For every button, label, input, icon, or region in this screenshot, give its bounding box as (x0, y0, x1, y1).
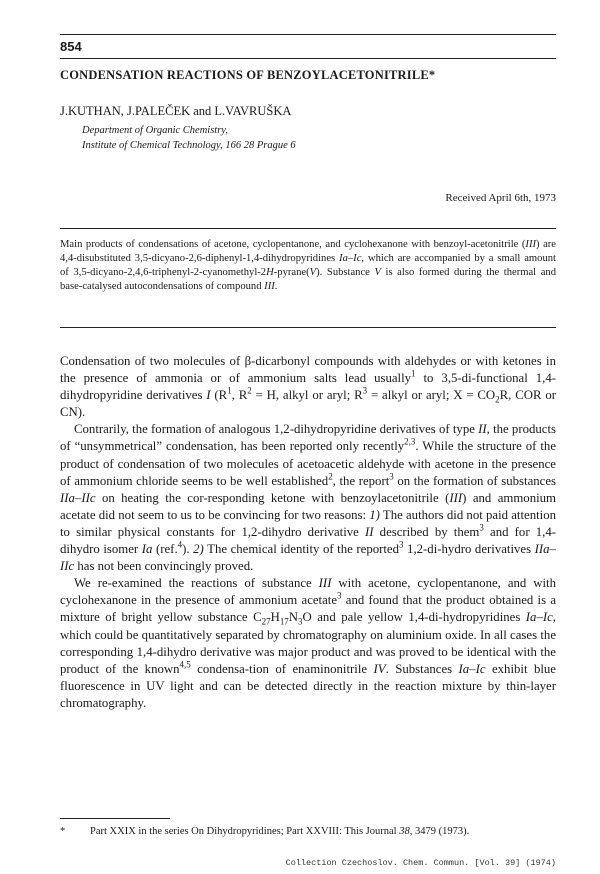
footnote-mark: * (60, 826, 66, 837)
paragraph-1: Condensation of two molecules of β-dicarbonyl compounds with aldehydes or with ketones in the presence of ammonia or of ammonium salts lead usually$^1$ to 3,5-di-functional 1,4-dihydropyridine derivatives I ($R^1$, $R^2 = H$, alkyl or aryl; $R^3$ = alkyl or aryl; $X = CO_2R$, COR or CN). (60, 354, 557, 420)
paragraph-3: We re-examined the reactions of substance III with acetone, cyclopentanone, and with cyclohexanone in the presence of ammonium acetate$^3$ and found that the product obtained is a mixture of bright yellow substance $C_{27}H_{17}N_3O$ and pale yellow 1,4-di-hydropyridines Ia–Ic, which could be quantitatively separated by chromatography on aluminium oxide. In all cases the corresponding 1,4-dihydro derivative was major product and was proved to be identical with the product of the known$^{4,5}$ condensa-tion of enaminonitrile IV. Substances Ia–Ic exhibit blue fluorescence in UV light and can be detected directly in the reaction mixture by thin-layer chromatography. (60, 576, 557, 710)
paper-page (60, 0, 556, 874)
page-number: 854 (60, 39, 82, 54)
header-rule (60, 58, 556, 59)
paragraph-2: Contrarily, the formation of analogous 1,2-dihydropyridine derivatives of type II, the products of “unsymmetrical” condensation, has been reported only recently$^{2,3}$. While the structure of the product of condensation of two molecules of acetoacetic aldehyde with acetone in the presence of ammonium chloride seems to be well established$^2$, the report$^3$ on the formation of substances IIa–IIc on heating the cor-responding ketone with benzoylacetonitrile (III) and ammonium acetate did not seem to us to be convincing for two reasons: 1) The authors did not paid attention to similar physical constants for 1,2-dihydro derivative II described by them$^3$ and for 1,4-dihydro isomer Ia (ref.$^4$). 2) The chemical identity of the reported$^3$ 1,2-di-hydro derivatives IIa–IIc has not been convincingly proved. (60, 422, 556, 574)
abstract-rule-top (60, 228, 556, 229)
top-rule (60, 34, 556, 35)
received-date: Received April 6th, 1973 (445, 192, 556, 204)
footnote-rule (60, 818, 170, 819)
abstract-rule-bottom (60, 327, 556, 328)
affiliation-department: Department of Organic Chemistry, (82, 125, 229, 136)
journal-citation: Collection Czechoslov. Chem. Commun. [Vol. 39] (1974) (285, 858, 556, 868)
article-title: CONDENSATION REACTIONS OF BENZOYLACETONITRILE* (60, 68, 436, 82)
affiliation-institute: Institute of Chemical Technology, 166 28 Prague 6 (82, 140, 296, 151)
authors: J.KUTHAN, J.PALEČEK and L.VAVRUŠKA (60, 104, 292, 118)
abstract: Main products of condensations of acetone, cyclopentanone, and cyclohexanone with benzoyl-acetonitrile (III) are 4,4-disubstituted 3,5-dicyano-2,6-diphenyl-1,4-dihydropyridines Ia–Ic, which are accompanied by a small amount of 3,5-dicyano-2,4,6-triphenyl-2-cyanomethyl-2H-pyrane(V). Substance V is also formed during the thermal and base-catalysed autocondensations of compound III. (60, 239, 557, 292)
article-body (60, 353, 556, 712)
footnote: * Part XXIX in the series On Dihydropyridines; Part XXVIII: This Journal 38, 3479 (1973). (60, 826, 470, 837)
